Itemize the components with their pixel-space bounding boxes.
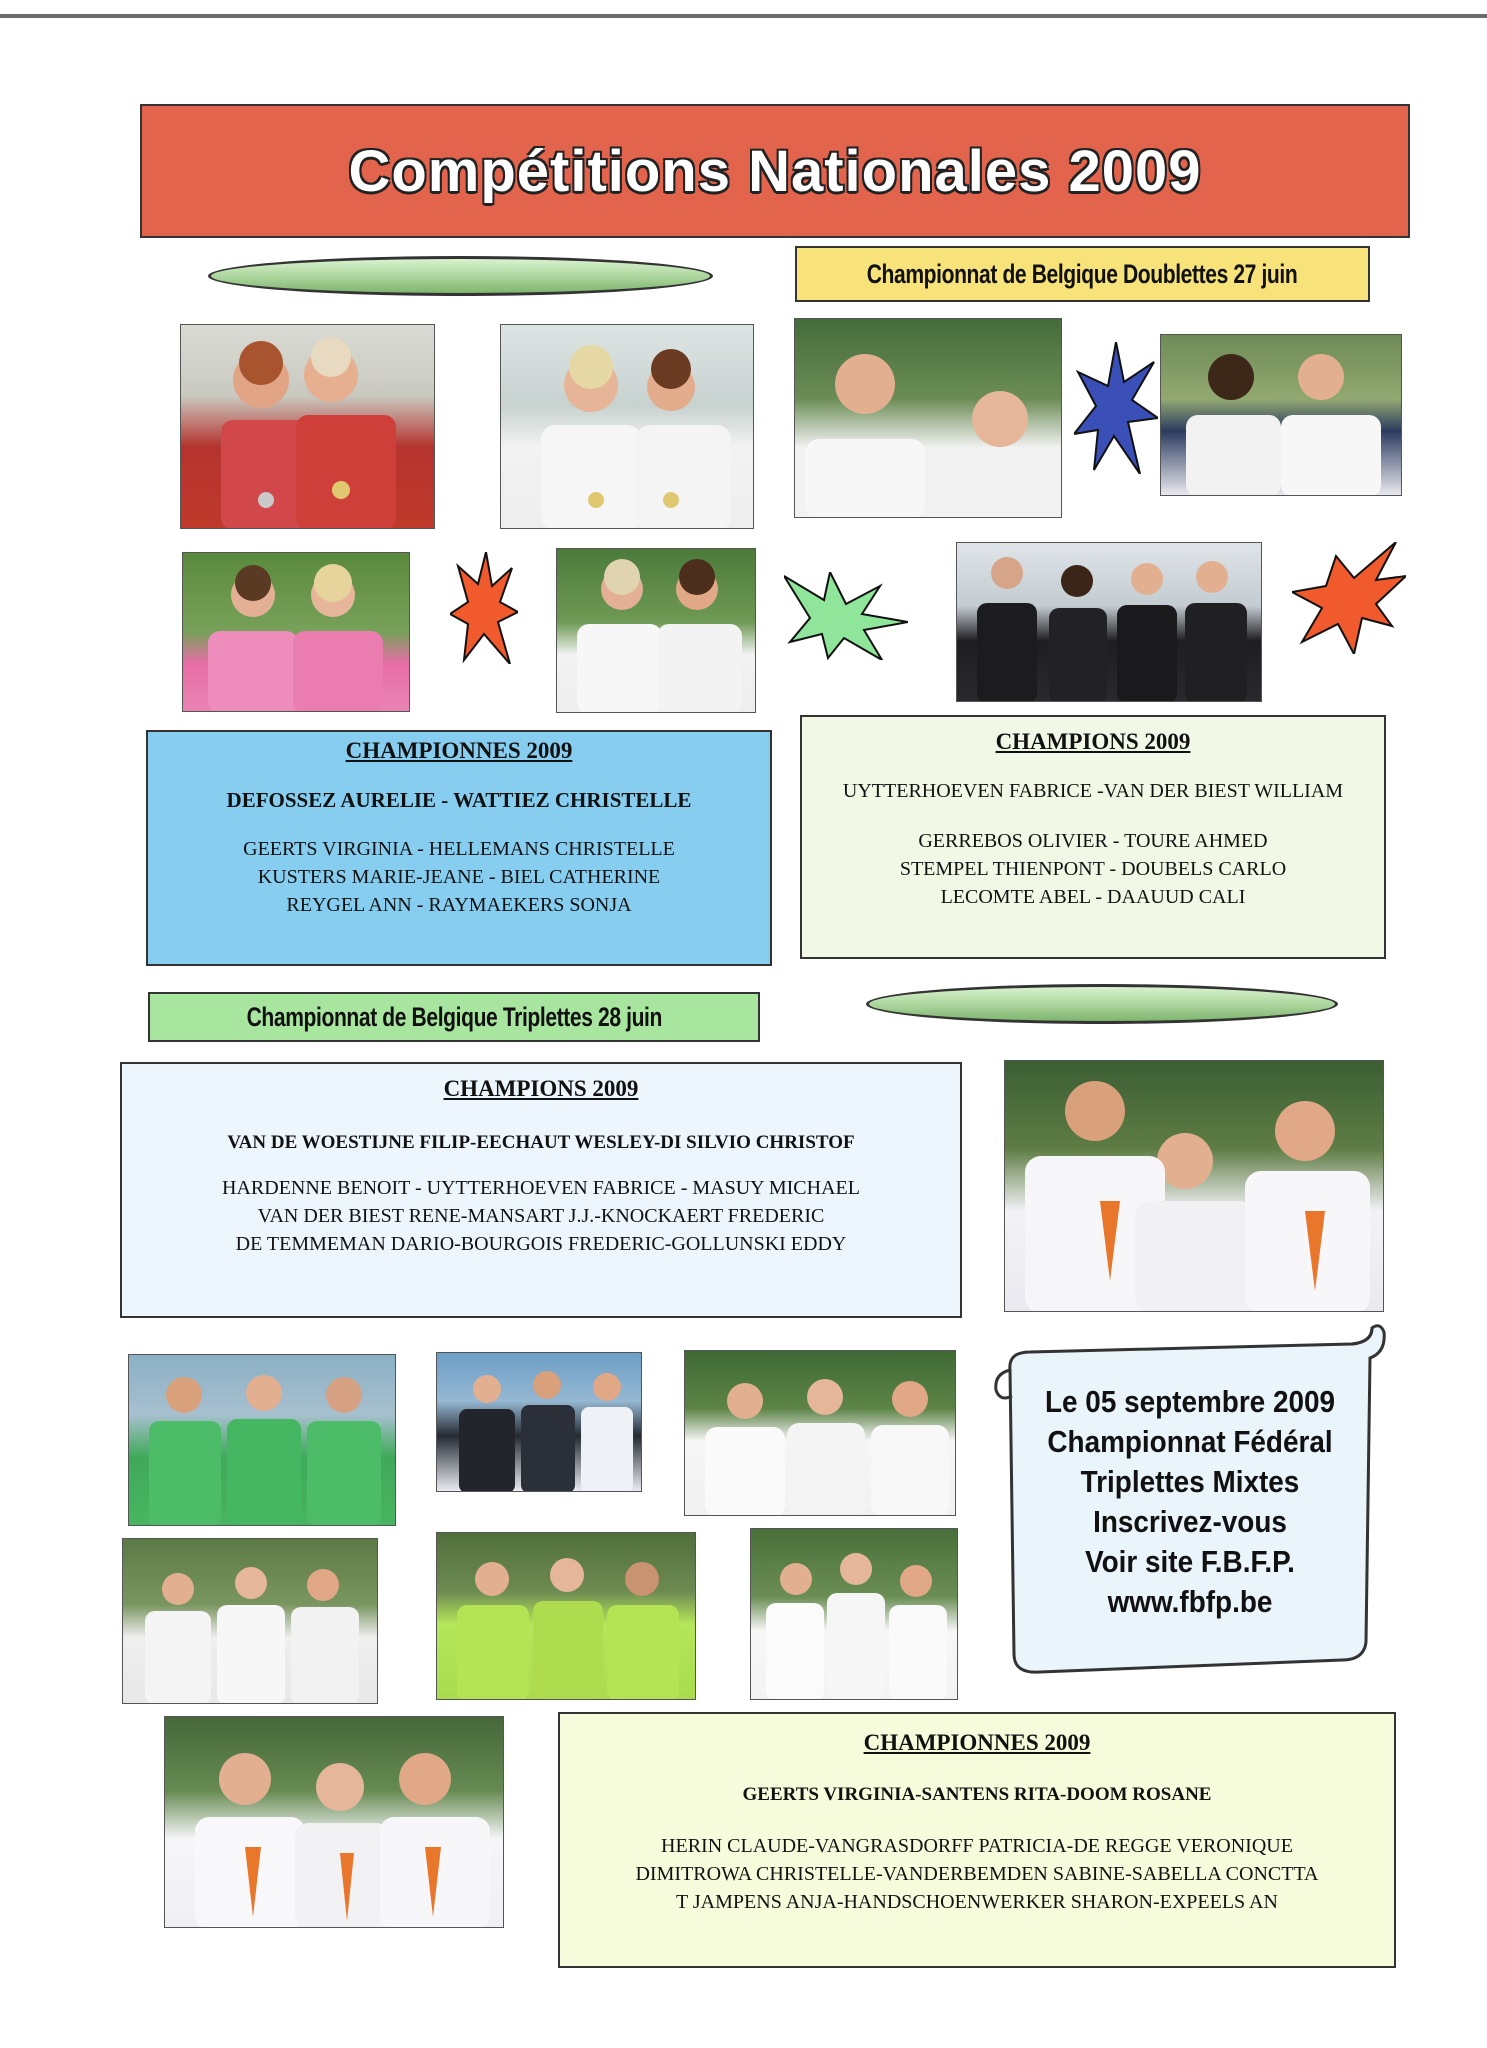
championnes-triplettes-winners: GEERTS VIRGINIA-SANTENS RITA-DOOM ROSANE: [742, 1784, 1212, 1805]
championnes-doublettes-header: CHAMPIONNES 2009: [345, 738, 573, 763]
photo-doublette-women-1: [180, 324, 435, 529]
championnes-doublettes-line-1: GEERTS VIRGINIA - HELLEMANS CHRISTELLE: [243, 838, 675, 860]
championnes-triplettes-line-1: HERIN CLAUDE-VANGRASDORFF PATRICIA-DE REGGE VERONIQUE: [661, 1835, 1293, 1857]
photo-doublette-women-4: [556, 548, 756, 713]
page-top-edge: [0, 14, 1487, 18]
photo-triplette-women-champions: [164, 1716, 504, 1928]
championnes-doublettes-winners: DEFOSSEZ AURELIE - WATTIEZ CHRISTELLE: [226, 788, 692, 812]
page-title: Compétitions Nationales 2009: [348, 138, 1202, 204]
championnes-triplettes-line-2: DIMITROWA CHRISTELLE-VANDERBEMDEN SABINE-SABELLA CONCTTA: [635, 1863, 1319, 1885]
photo-doublette-men-1: [794, 318, 1062, 518]
photo-triplette-men-2: [128, 1354, 396, 1526]
triplettes-label: Championnat de Belgique Triplettes 28 juin: [148, 992, 760, 1042]
champions-doublettes-line-2: STEMPEL THIENPONT - DOUBELS CARLO: [899, 858, 1287, 880]
championnes-doublettes-box: [146, 730, 772, 966]
photo-triplette-men-champions: [1004, 1060, 1384, 1312]
announcement-line-5: Voir site F.B.F.P.: [1085, 1544, 1295, 1579]
photo-doublette-women-3: [182, 552, 410, 712]
announcement-scroll: [980, 1322, 1390, 1680]
photo-triplette-men-4: [684, 1350, 956, 1516]
photo-triplette-women-3: [436, 1532, 696, 1700]
champions-doublettes-winners: UYTTERHOEVEN FABRICE -VAN DER BIEST WILLIAM: [842, 780, 1344, 802]
photo-triplette-women-2: [122, 1538, 378, 1704]
title-banner: [140, 104, 1410, 238]
photo-triplette-women-4: [750, 1528, 958, 1700]
announcement-website-link[interactable]: www.fbfp.be: [1107, 1584, 1273, 1619]
photo-triplette-men-3: [436, 1352, 642, 1492]
championnes-doublettes-line-3: REYGEL ANN - RAYMAEKERS SONJA: [286, 894, 632, 916]
announcement-line-4: Inscrivez-vous: [1093, 1504, 1287, 1539]
starburst-blue-icon: [1074, 342, 1158, 474]
photo-doublette-men-2: [1160, 334, 1402, 496]
decorative-pill-right: [866, 984, 1338, 1024]
announcement-line-2: Championnat Fédéral: [1047, 1424, 1333, 1459]
champions-doublettes-header: CHAMPIONS 2009: [995, 729, 1191, 754]
champions-doublettes-line-1: GERREBOS OLIVIER - TOURE AHMED: [918, 830, 1268, 852]
champions-triplettes-box: [120, 1062, 962, 1318]
champions-triplettes-winners: VAN DE WOESTIJNE FILIP-EECHAUT WESLEY-DI SILVIO CHRISTOF: [227, 1132, 855, 1153]
championnes-triplettes-line-3: T JAMPENS ANJA-HANDSCHOENWERKER SHARON-EXPEELS AN: [676, 1891, 1278, 1913]
champions-doublettes-line-3: LECOMTE ABEL - DAAUUD CALI: [940, 886, 1246, 908]
doublettes-label: Championnat de Belgique Doublettes 27 juin: [795, 246, 1370, 302]
starburst-orange-icon: [450, 552, 518, 664]
announcement-line-3: Triplettes Mixtes: [1080, 1464, 1300, 1499]
photo-doublette-women-2: [500, 324, 754, 529]
champions-triplettes-line-1: HARDENNE BENOIT - UYTTERHOEVEN FABRICE - MASUY MICHAEL: [222, 1177, 860, 1199]
starburst-green-icon: [784, 572, 908, 660]
champions-triplettes-line-3: DE TEMMEMAN DARIO-BOURGOIS FREDERIC-GOLLUNSKI EDDY: [235, 1233, 847, 1255]
championnes-triplettes-box: [558, 1712, 1396, 1968]
starburst-orange-right-icon: [1292, 542, 1406, 654]
championnes-doublettes-line-2: KUSTERS MARIE-JEANE - BIEL CATHERINE: [257, 866, 661, 888]
championnes-triplettes-header: CHAMPIONNES 2009: [863, 1730, 1091, 1755]
champions-doublettes-box: [800, 715, 1386, 959]
announcement-line-1: Le 05 septembre 2009: [1044, 1384, 1336, 1419]
photo-doublette-men-3: [956, 542, 1262, 702]
champions-triplettes-header: CHAMPIONS 2009: [443, 1076, 639, 1101]
decorative-pill-left: [208, 256, 713, 296]
champions-triplettes-line-2: VAN DER BIEST RENE-MANSART J.J.-KNOCKAERT FREDERIC: [257, 1205, 825, 1227]
